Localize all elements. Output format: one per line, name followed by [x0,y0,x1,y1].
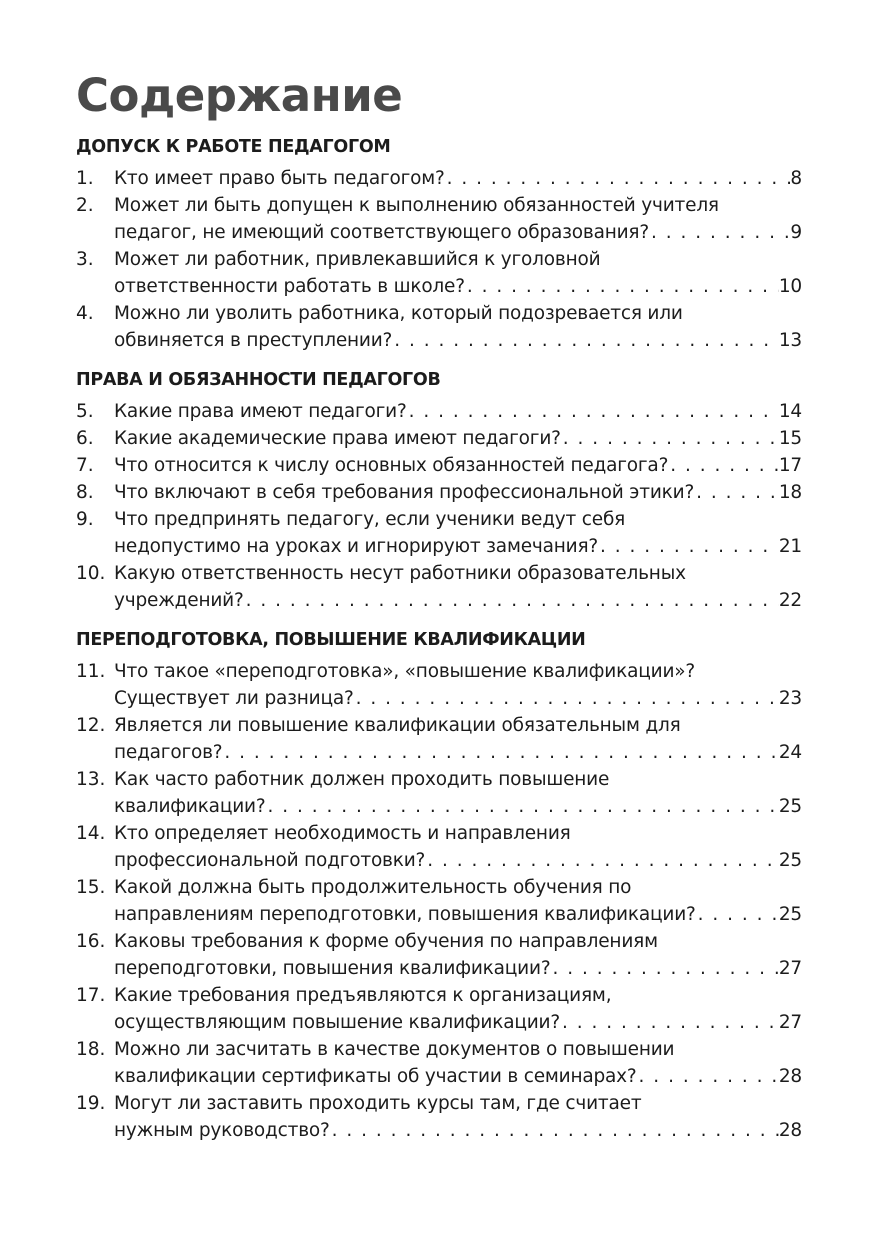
entry-text-line: профессиональной подготовки? [114,850,426,871]
entry-number: 4. [76,303,94,324]
entry-number: 5. [76,401,94,422]
dot-leader [550,955,778,982]
page-number: 21 [778,536,802,557]
entry-text-line: Может ли быть допущен к выполнению обязанностей учителя [114,195,719,216]
entry-number: 6. [76,428,94,449]
entry-number: 18. [76,1039,106,1060]
page-number: 15 [778,428,802,449]
entry-last-line [114,425,802,452]
entry-text-line: Какую ответственность несут работники образовательных [114,563,686,584]
dot-leader [598,533,779,560]
entry-text-line: Каковы требования к форме обучения по направлениям [114,931,658,952]
entry-text-line: Какой должна быть продолжительность обучения по [114,877,632,898]
entry-last-line [114,165,802,192]
entry-text-line: нужным руководство? [114,1120,330,1141]
page-number: 25 [778,850,802,871]
section-title: ПРАВА И ОБЯЗАННОСТИ ПЕДАГОГОВ [76,370,441,390]
entry-number: 8. [76,482,94,503]
entry-text-line: Существует ли разница? [114,688,354,709]
toc-entry[interactable] [76,452,802,479]
page-number: 10 [778,276,802,297]
entry-last-line [114,847,802,874]
entry-text-line: Кто определяет необходимость и направления [114,823,571,844]
entry-number: 16. [76,931,106,952]
dot-leader [330,1117,779,1144]
entry-last-line [114,479,802,506]
entry-text-line: Могут ли заставить проходить курсы там, где считает [114,1093,642,1114]
dot-leader [637,1063,779,1090]
toc-entry[interactable] [76,766,802,820]
entry-number: 15. [76,877,106,898]
entry-text-line: направлениям переподготовки, повышения квалификации? [114,904,696,925]
entry-text-line: Какие права имеют педагоги? [114,401,407,422]
page-number: 27 [778,958,802,979]
dot-leader [392,327,779,354]
entry-last-line [114,533,802,560]
toc-entry[interactable] [76,300,802,354]
entry-text-line: Что такое «переподготовка», «повышение квалификации»? [114,661,696,682]
entry-number: 11. [76,661,106,682]
entry-text-line: квалификации? [114,796,266,817]
table-of-contents [76,68,802,1157]
dot-leader [694,479,779,506]
page-number: 23 [778,688,802,709]
entry-last-line [114,219,802,246]
dot-leader [407,398,779,425]
entry-last-line [114,1117,802,1144]
toc-entry[interactable] [76,1036,802,1090]
entry-number: 13. [76,769,106,790]
dot-leader [265,793,778,820]
entry-number: 3. [76,249,94,270]
section-title: ПЕРЕПОДГОТОВКА, ПОВЫШЕНИЕ КВАЛИФИКАЦИИ [76,630,586,650]
entry-number: 1. [76,168,94,189]
entry-text-line: Что относится к числу основных обязанностей педагога? [114,455,669,476]
entry-last-line [114,587,802,614]
toc-section [76,627,802,1144]
toc-entry[interactable] [76,658,802,712]
entry-text-line: обвиняется в преступлении? [114,330,393,351]
page-number: 28 [778,1120,802,1141]
entry-number: 19. [76,1093,106,1114]
toc-entry[interactable] [76,560,802,614]
dot-leader [668,452,779,479]
section-title: ДОПУСК К РАБОТЕ ПЕДАГОГОМ [76,137,391,157]
dot-leader [560,1009,779,1036]
toc-sections [76,134,802,1144]
toc-entry[interactable] [76,398,802,425]
page-number: 13 [778,330,802,351]
entry-text-line: Что предпринять педагогу, если ученики ведут себя [114,509,626,530]
toc-entry[interactable] [76,928,802,982]
toc-entry[interactable] [76,479,802,506]
page-number: 24 [778,742,802,763]
entry-last-line [114,327,802,354]
entry-last-line [114,1063,802,1090]
entry-number: 7. [76,455,94,476]
entry-last-line [114,1009,802,1036]
entry-text-line: педагог, не имеющий соответствующего образования? [114,222,649,243]
entry-number: 14. [76,823,106,844]
entry-text-line: учреждений? [114,590,244,611]
dot-leader [244,587,779,614]
entry-text-line: Можно ли засчитать в качестве документов о повышении [114,1039,675,1060]
page-number: 8 [790,168,802,189]
entry-text-line: переподготовки, повышения квалификации? [114,958,551,979]
entry-text-line: Какие требования предъявляются к организациям, [114,985,612,1006]
page-number: 18 [778,482,802,503]
page-number: 22 [778,590,802,611]
page-number: 14 [778,401,802,422]
toc-entry[interactable] [76,246,802,300]
entry-text-line: недопустимо на уроках и игнорируют замечания? [114,536,599,557]
entry-last-line [114,398,802,425]
entry-text-line: квалификации сертификаты об участии в семинарах? [114,1066,637,1087]
toc-entry[interactable] [76,820,802,874]
entry-text-line: Можно ли уволить работника, который подозревается или [114,303,683,324]
dot-leader [354,685,779,712]
toc-entry[interactable] [76,506,802,560]
page-number: 27 [778,1012,802,1033]
page-number: 17 [778,455,802,476]
page-number: 28 [778,1066,802,1087]
entry-last-line [114,901,802,928]
entry-number: 12. [76,715,106,736]
toc-entry[interactable] [76,165,802,192]
dot-leader [465,273,779,300]
entry-last-line [114,793,802,820]
entry-number: 10. [76,563,106,584]
entry-number: 9. [76,509,94,530]
entry-number: 17. [76,985,106,1006]
entry-text-line: Может ли работник, привлекавшийся к уголовной [114,249,601,270]
toc-section [76,134,802,354]
entry-text-line: Кто имеет право быть педагогом? [114,168,445,189]
toc-entry[interactable] [76,874,802,928]
page-number: 25 [778,796,802,817]
entry-text-line: ответственности работать в школе? [114,276,465,297]
entry-last-line [114,739,802,766]
dot-leader [222,739,778,766]
dot-leader [445,165,791,192]
entry-text-line: педагогов? [114,742,223,763]
entry-text-line: Как часто работник должен проходить повышение [114,769,610,790]
page-number: 25 [778,904,802,925]
toc-entry[interactable] [76,712,802,766]
entry-text-line: Какие академические права имеют педагоги? [114,428,561,449]
entry-last-line [114,273,802,300]
dot-leader [561,425,779,452]
entry-last-line [114,955,802,982]
dot-leader [696,901,779,928]
toc-entry[interactable] [76,982,802,1036]
entry-text-line: Что включают в себя требования профессиональной этики? [114,482,695,503]
page-title: Содержание [76,69,403,122]
entry-number: 2. [76,195,94,216]
toc-entry[interactable] [76,425,802,452]
toc-section [76,367,802,614]
entry-last-line [114,452,802,479]
entry-text-line: осуществляющим повышение квалификации? [114,1012,560,1033]
entry-last-line [114,685,802,712]
entry-text-line: Является ли повышение квалификации обязательным для [114,715,681,736]
toc-entry[interactable] [76,1090,802,1144]
page-number: 9 [790,222,802,243]
dot-leader [425,847,779,874]
dot-leader [649,219,790,246]
toc-entry[interactable] [76,192,802,246]
